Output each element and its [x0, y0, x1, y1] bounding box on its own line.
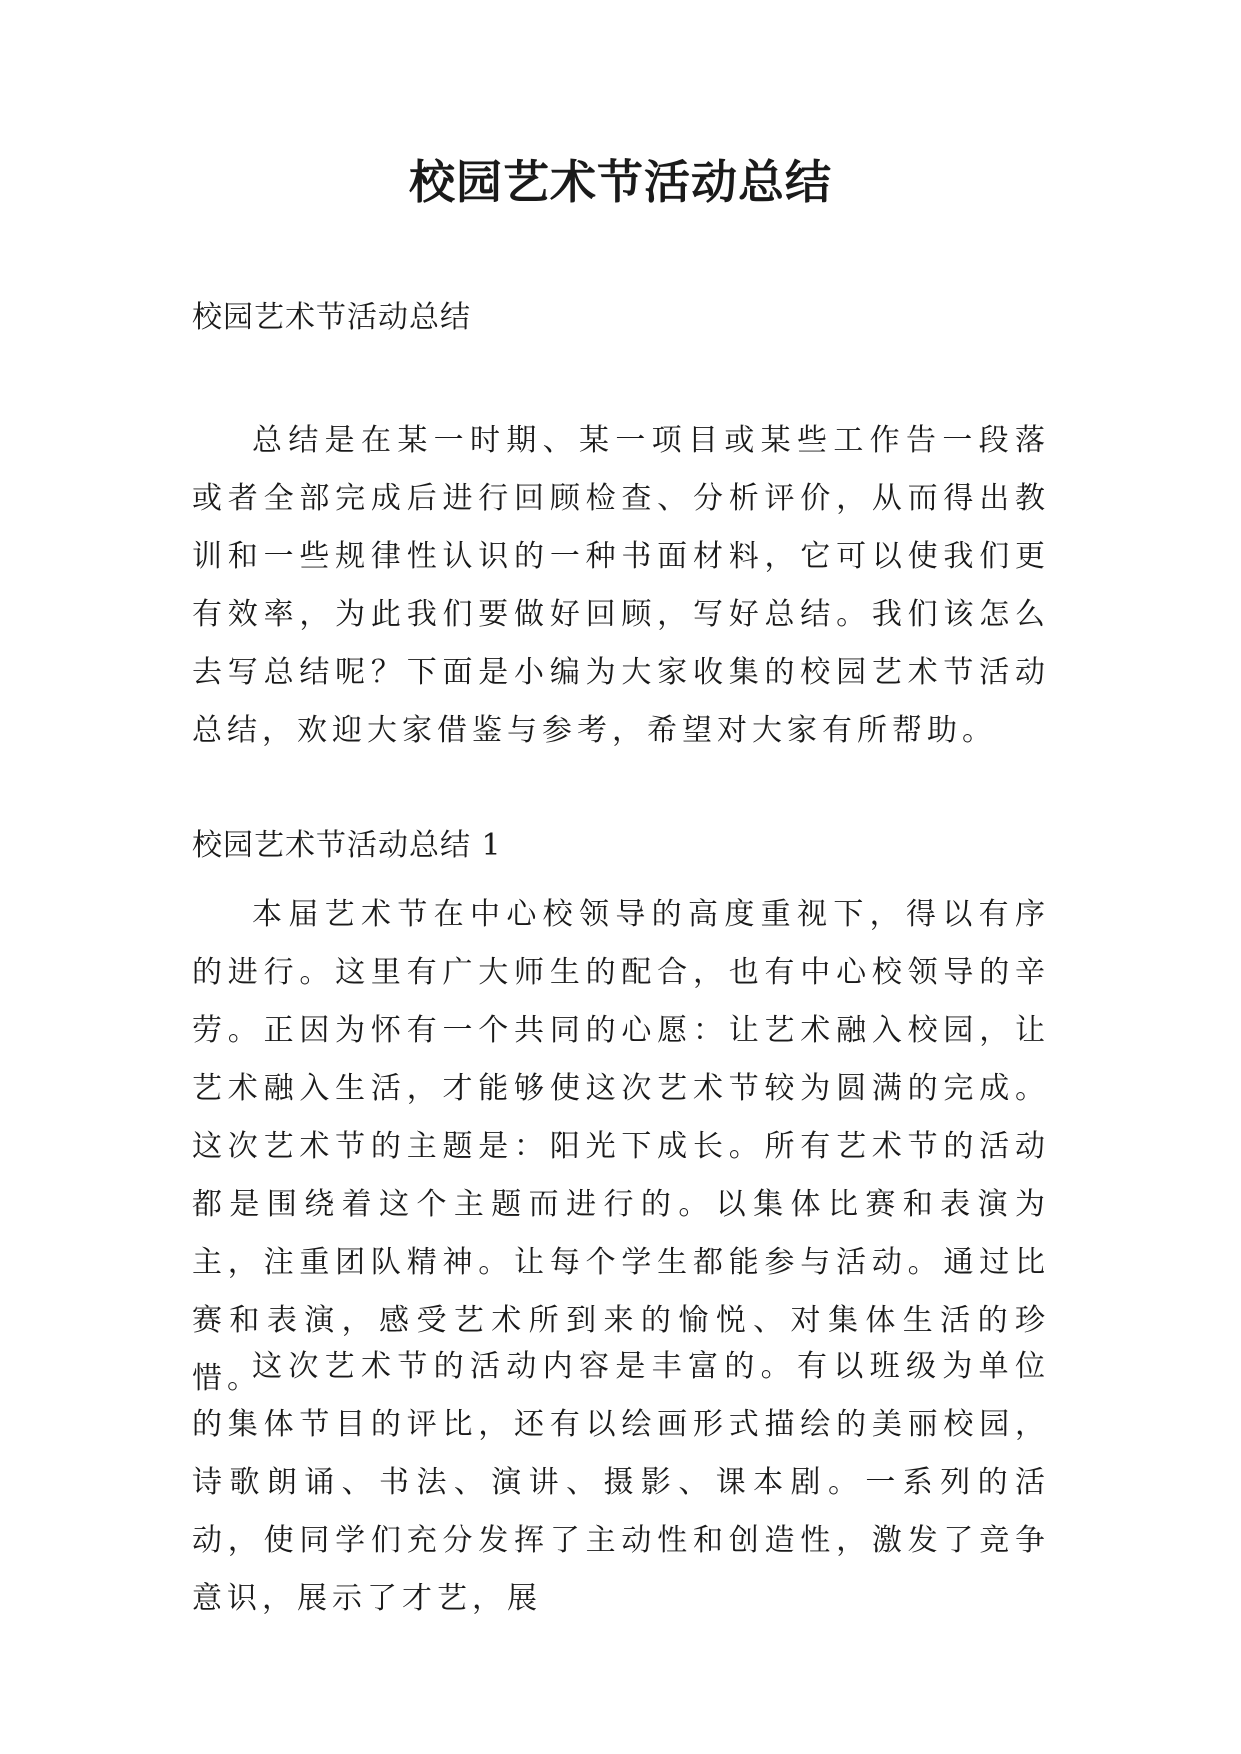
intro-paragraph: 总结是在某一时期、某一项目或某些工作告一段落或者全部完成后进行回顾检查、分析评价，从而得出教训和一些规律性认识的一种书面材料，它可以使我们更有效率，为此我们要做好回顾，写好总结。我们该怎么去写总结呢？下面是小编为大家收集的校园艺术节活动总结，欢迎大家借鉴与参考，希望对大家有所帮助。: [192, 423, 1050, 748]
section-heading: 校园艺术节活动总结 1: [192, 828, 502, 863]
document-title: 校园艺术节活动总结: [409, 155, 832, 209]
document-subtitle: 校园艺术节活动总结: [192, 300, 471, 335]
section-paragraph: 这次艺术节的活动内容是丰富的。有以班级为单位的集体节目的评比，还有以绘画形式描绘的美丽校园，诗歌朗诵、书法、演讲、摄影、课本剧。一系列的活动，使同学们充分发挥了主动性和创造性，激发了竞争意识，展示了才艺，展: [192, 1349, 1050, 1616]
section-paragraph: 本届艺术节在中心校领导的高度重视下，得以有序的进行。这里有广大师生的配合，也有中心校领导的辛劳。正因为怀有一个共同的心愿：让艺术融入校园，让艺术融入生活，才能够使这次艺术节较为圆满的完成。这次艺术节的主题是：阳光下成长。所有艺术节的活动都是围绕着这个主题而进行的。以集体比赛和表演为主，注重团队精神。让每个学生都能参与活动。通过比赛和表演，感受艺术所到来的愉悦、对集体生活的珍惜。: [192, 897, 1050, 1396]
